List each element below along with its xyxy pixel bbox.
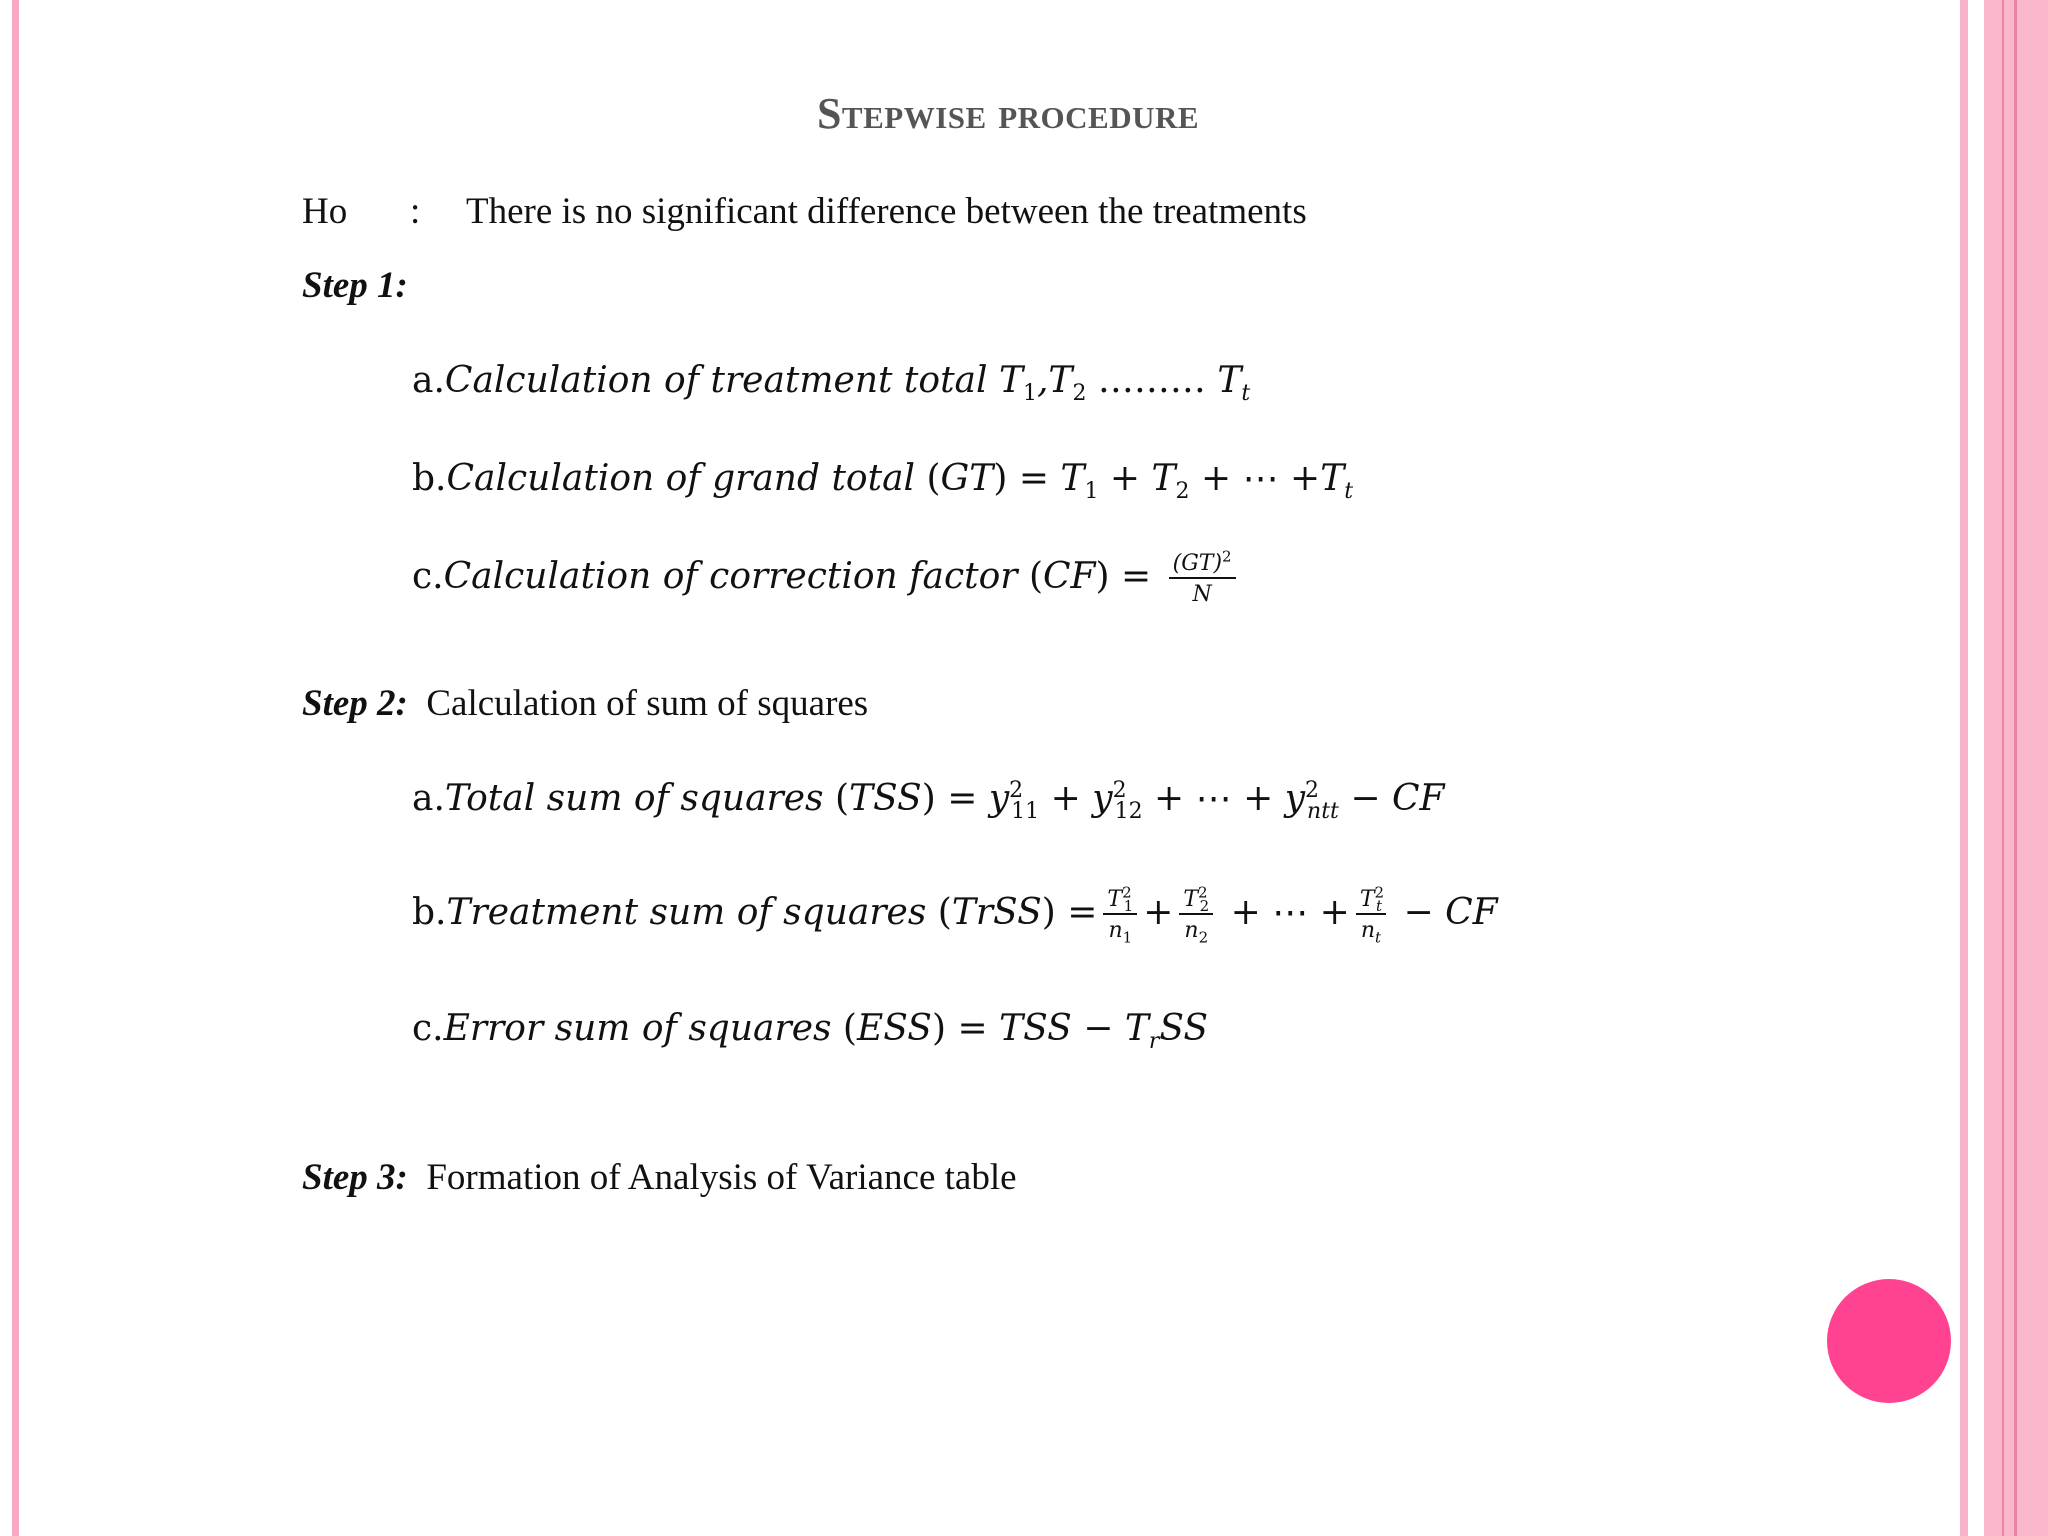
step1-c-formula: c.Calculation of correction factor (CF) = $\frac{(GT)^2}{N}$: [412, 556, 1242, 597]
step2-item-b: [412, 883, 1498, 947]
correction-factor-fraction: $\frac{(GT)^2}{N}$: [1169, 552, 1236, 606]
step2-item-a: [412, 778, 1445, 825]
step3-line: [302, 1156, 1017, 1199]
step3-text: Formation of Analysis of Variance table: [426, 1157, 1017, 1198]
slide-title: Stepwise procedure: [816, 89, 1200, 138]
left-border: [12, 0, 19, 1536]
right-border-line: [2014, 0, 2017, 1536]
step1-a-formula: a.Calculation of treatment total $T_1,T_2$ ……… $T_t$: [412, 360, 1251, 407]
step2-item-c: [412, 1008, 1209, 1055]
right-border-stripe: [1960, 0, 1968, 1536]
step2-text: Calculation of sum of squares: [426, 683, 869, 724]
step1-item-c: [412, 547, 1242, 608]
hypothesis-label: Ho: [302, 191, 348, 232]
hypothesis-colon: :: [410, 191, 421, 232]
tt-fraction: $\frac{T^2_t}{n_t}$: [1356, 888, 1386, 942]
step2-label: Step 2:: [302, 683, 408, 724]
step3-label: Step 3:: [302, 1157, 408, 1198]
right-border-line: [2002, 0, 2004, 1536]
hypothesis-text: There is no significant difference between the treatments: [466, 191, 1307, 232]
t2-fraction: $\frac{T^2_2}{n_2}$: [1179, 888, 1213, 942]
step1-b-formula: b.Calculation of grand total $(GT) = T_1 + T_2$ + ⋯ $+T_t$: [412, 458, 1354, 505]
step2-a-formula: a.Total sum of squares $(TSS) = y^2_{11} + y^2_{12}$ + ⋯ + $y^2_{ntt}$ − CF: [412, 778, 1445, 825]
pink-circle-decoration: [1827, 1279, 1951, 1403]
step1-item-a: [412, 360, 1251, 407]
step1-item-b: [412, 458, 1354, 505]
step1-label: Step 1:: [302, 265, 408, 306]
t1-fraction: $\frac{T^2_1}{n_1}$: [1103, 888, 1137, 942]
step2-b-formula: b.Treatment sum of squares (TrSS) = $\frac{T^2_1}{n_1}$ + $\frac{T^2_2}{n_2}$ + ⋯ + $\frac{T^2_t}{n_t}$ − CF: [412, 883, 1498, 947]
step2-line: [302, 682, 868, 725]
step2-c-formula: c.Error sum of squares (ESS) = TSS − $T_rSS$: [412, 1008, 1209, 1055]
